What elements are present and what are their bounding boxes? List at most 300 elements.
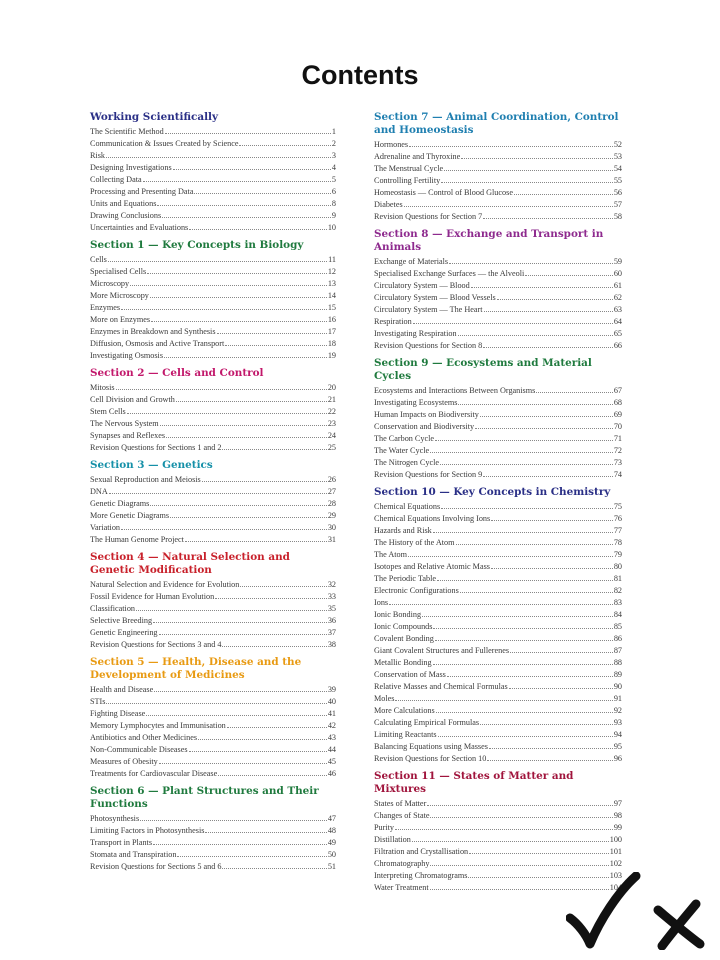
toc-entry [90, 161, 336, 173]
dot-leader [106, 695, 326, 704]
dot-leader [109, 485, 327, 494]
toc-section [90, 239, 336, 361]
entry-title: Enzymes [90, 303, 121, 312]
section-title: Section 4 — Natural Selection and Genetic Modification [90, 551, 290, 576]
toc-entry [374, 138, 622, 150]
entry-title: Fighting Disease [90, 709, 146, 718]
page-number: 55 [613, 176, 622, 185]
dot-leader [136, 602, 327, 611]
entry-title: Covalent Bonding [374, 634, 434, 643]
entry-title: Revision Questions for Section 7 [374, 212, 483, 221]
toc-entry [90, 485, 336, 497]
page-number: 9 [331, 211, 336, 220]
toc-section [90, 367, 336, 453]
dot-leader [160, 417, 327, 426]
toc-entry [374, 620, 622, 632]
page-number: 95 [613, 742, 622, 751]
page-number: 18 [327, 339, 336, 348]
toc-section [90, 111, 336, 233]
entry-title: Circulatory System — Blood Vessels [374, 293, 496, 302]
page-number: 80 [613, 562, 622, 571]
page-number: 65 [613, 329, 622, 338]
dot-leader [456, 536, 613, 545]
entry-title: The Water Cycle [374, 446, 430, 455]
entry-title: More Genetic Diagrams [90, 511, 170, 520]
entry-title: Revision Questions for Sections 1 and 2 [90, 443, 222, 452]
toc-section [90, 459, 336, 545]
dot-leader [106, 149, 331, 158]
page-number: 2 [331, 139, 336, 148]
entry-title: States of Matter [374, 799, 427, 808]
toc-entry [374, 833, 622, 845]
toc-entry [90, 253, 336, 265]
dot-leader [433, 656, 613, 665]
entry-title: Synapses and Reflexes [90, 431, 166, 440]
toc-entry [374, 680, 622, 692]
page-number: 100 [609, 835, 622, 844]
toc-entry [374, 267, 622, 279]
page-number: 73 [613, 458, 622, 467]
page-number: 50 [327, 850, 336, 859]
entry-title: More Microscopy [90, 291, 149, 300]
section-title: Section 6 — Plant Structures and Their Functions [90, 785, 319, 810]
toc-entry [90, 533, 336, 545]
entry-title: Filtration and Crystallisation [374, 847, 469, 856]
page-number: 84 [613, 610, 622, 619]
page-number: 32 [327, 580, 336, 589]
page-number: 62 [613, 293, 622, 302]
dot-leader [121, 521, 327, 530]
page-number: 38 [327, 640, 336, 649]
page-number: 22 [327, 407, 336, 416]
toc-entry [90, 767, 336, 779]
toc-entry [90, 221, 336, 233]
entry-title: Conservation and Biodiversity [374, 422, 475, 431]
dot-leader [497, 291, 613, 300]
entry-title: Measures of Obesity [90, 757, 158, 766]
dot-leader [164, 349, 327, 358]
dot-leader [536, 384, 613, 393]
toc-entry [374, 512, 622, 524]
dot-leader [489, 740, 613, 749]
page-number: 92 [613, 706, 622, 715]
entry-title: Ecosystems and Interactions Between Organisms [374, 386, 536, 395]
dot-leader [422, 608, 613, 617]
page-number: 56 [613, 188, 622, 197]
toc-entry [374, 668, 622, 680]
page-number: 89 [613, 670, 622, 679]
entry-title: Specialised Cells [90, 267, 147, 276]
toc-entry [374, 444, 622, 456]
toc-entry [90, 848, 336, 860]
page-number: 85 [613, 622, 622, 631]
page-number: 1 [331, 127, 336, 136]
entry-title: Cell Division and Growth [90, 395, 175, 404]
dot-leader [447, 668, 613, 677]
toc-entry [374, 198, 622, 210]
dot-leader [127, 405, 327, 414]
toc-entry [374, 584, 622, 596]
toc-entry [374, 857, 622, 869]
dot-leader [215, 590, 327, 599]
toc-entry [90, 125, 336, 137]
toc-entry [374, 644, 622, 656]
dot-leader [433, 620, 612, 629]
page-number: 66 [613, 341, 622, 350]
entry-title: Circulatory System — The Heart [374, 305, 483, 314]
dot-leader [153, 836, 327, 845]
section-title: Working Scientifically [90, 111, 219, 123]
dot-leader [159, 626, 327, 635]
page-number: 6 [331, 187, 336, 196]
toc-entry [374, 632, 622, 644]
dot-leader [198, 731, 327, 740]
page-number: 57 [613, 200, 622, 209]
page-number: 74 [613, 470, 622, 479]
page-number: 31 [327, 535, 336, 544]
toc-entry [90, 313, 336, 325]
toc-entry [374, 456, 622, 468]
page-number: 8 [331, 199, 336, 208]
entry-title: Antibiotics and Other Medicines [90, 733, 198, 742]
entry-title: Limiting Reactants [374, 730, 437, 739]
page-number: 45 [327, 757, 336, 766]
toc-entry [374, 327, 622, 339]
page-number: 86 [613, 634, 622, 643]
toc-entry [90, 393, 336, 405]
dot-leader [147, 265, 327, 274]
toc-entry [90, 578, 336, 590]
entry-title: Specialised Exchange Surfaces — the Alveoli [374, 269, 525, 278]
toc-section [374, 228, 622, 351]
page-number: 102 [609, 859, 622, 868]
dot-leader [480, 716, 613, 725]
page-number: 70 [613, 422, 622, 431]
page-number: 69 [613, 410, 622, 419]
page-number: 54 [613, 164, 622, 173]
dot-leader [222, 638, 326, 647]
toc-right-column [374, 111, 622, 899]
entry-title: Diffusion, Osmosis and Active Transport [90, 339, 225, 348]
page-number: 47 [327, 814, 336, 823]
page-number: 79 [613, 550, 622, 559]
dot-leader [225, 337, 327, 346]
page-number: 53 [613, 152, 622, 161]
page-number: 60 [613, 269, 622, 278]
entry-title: Photosynthesis [90, 814, 140, 823]
entry-title: Diabetes [374, 200, 403, 209]
page-number: 81 [613, 574, 622, 583]
entry-title: Relative Masses and Chemical Formulas [374, 682, 508, 691]
page-number: 93 [613, 718, 622, 727]
toc-entry [90, 521, 336, 533]
toc-entry [374, 752, 622, 764]
dot-leader [438, 728, 613, 737]
page-number: 83 [613, 598, 622, 607]
dot-leader [430, 444, 613, 453]
page-number: 61 [613, 281, 622, 290]
dot-leader [217, 325, 327, 334]
toc-entry [90, 289, 336, 301]
entry-title: Microscopy [90, 279, 130, 288]
entry-title: Revision Questions for Sections 5 and 6 [90, 862, 222, 871]
toc-entry [90, 590, 336, 602]
toc-entry [374, 339, 622, 351]
dot-leader [435, 432, 613, 441]
toc-entry [90, 743, 336, 755]
dot-leader [461, 150, 613, 159]
entry-title: Exchange of Materials [374, 257, 449, 266]
page-number: 30 [327, 523, 336, 532]
entry-title: Memory Lymphocytes and Immunisation [90, 721, 226, 730]
dot-leader [491, 560, 613, 569]
dot-leader [480, 408, 613, 417]
toc-entry [90, 812, 336, 824]
entry-title: Genetic Diagrams [90, 499, 150, 508]
toc-entry [90, 473, 336, 485]
dot-leader [222, 441, 326, 450]
toc-left-column [90, 111, 336, 878]
section-title: Section 7 — Animal Coordination, Control and Homeostasis [374, 111, 619, 136]
dot-leader [514, 186, 613, 195]
toc-entry [90, 405, 336, 417]
check-icon [570, 876, 636, 944]
entry-title: Enzymes in Breakdown and Synthesis [90, 327, 216, 336]
toc-entry [374, 210, 622, 222]
toc-entry [90, 301, 336, 313]
toc-entry [374, 396, 622, 408]
dot-leader [525, 267, 613, 276]
page-number: 41 [327, 709, 336, 718]
entry-title: Drawing Conclusions [90, 211, 162, 220]
page-number: 77 [613, 526, 622, 535]
dot-leader [189, 221, 327, 230]
entry-title: More on Enzymes [90, 315, 151, 324]
entry-title: Risk [90, 151, 106, 160]
page-number: 37 [327, 628, 336, 637]
toc-entry [90, 173, 336, 185]
page-number: 26 [327, 475, 336, 484]
entry-title: Investigating Respiration [374, 329, 457, 338]
entry-title: Metallic Bonding [374, 658, 432, 667]
entry-title: Investigating Ecosystems [374, 398, 458, 407]
dot-leader [460, 584, 613, 593]
dot-leader [458, 327, 613, 336]
dot-leader [491, 512, 613, 521]
toc-entry [90, 695, 336, 707]
dot-leader [427, 797, 613, 806]
entry-title: Revision Questions for Section 10 [374, 754, 487, 763]
page-number: 46 [327, 769, 336, 778]
page-number: 104 [609, 883, 622, 892]
toc-entry [374, 845, 622, 857]
toc-entry [374, 186, 622, 198]
dot-leader [483, 210, 613, 219]
toc-section [374, 357, 622, 480]
page-number: 25 [327, 443, 336, 452]
page-number: 78 [613, 538, 622, 547]
toc-entry [374, 797, 622, 809]
toc-entry [374, 408, 622, 420]
dot-leader [162, 209, 331, 218]
entry-title: The Scientific Method [90, 127, 164, 136]
section-title: Section 9 — Ecosystems and Material Cycles [374, 357, 592, 382]
toc-entry [90, 149, 336, 161]
entry-title: Isotopes and Relative Atomic Mass [374, 562, 490, 571]
entry-title: The Periodic Table [374, 574, 437, 583]
entry-title: STIs [90, 697, 106, 706]
toc-entry [374, 315, 622, 327]
dot-leader [194, 185, 330, 194]
dot-leader [121, 301, 327, 310]
dot-leader [440, 456, 613, 465]
page-number: 21 [327, 395, 336, 404]
page-number: 44 [327, 745, 336, 754]
dot-leader [154, 683, 327, 692]
entry-title: DNA [90, 487, 108, 496]
entry-title: The Menstrual Cycle [374, 164, 444, 173]
toc-entry [90, 731, 336, 743]
dot-leader [469, 845, 609, 854]
page-number: 11 [328, 255, 336, 264]
entry-title: More Calculations [374, 706, 435, 715]
page-number: 42 [327, 721, 336, 730]
page-number: 15 [327, 303, 336, 312]
entry-title: Controlling Fertility [374, 176, 441, 185]
entry-title: Calculating Empirical Formulas [374, 718, 480, 727]
page-number: 12 [327, 267, 336, 276]
dot-leader [449, 255, 613, 264]
page-number: 91 [613, 694, 622, 703]
toc-entry [374, 468, 622, 480]
entry-title: The Carbon Cycle [374, 434, 435, 443]
check-cross-marks [566, 872, 706, 950]
dot-leader [395, 821, 613, 830]
section-title: Section 10 — Key Concepts in Chemistry [374, 486, 611, 498]
entry-title: Revision Questions for Sections 3 and 4 [90, 640, 222, 649]
toc-entry [374, 291, 622, 303]
page-number: 16 [327, 315, 336, 324]
page-title: Contents [301, 60, 419, 90]
toc-entry [90, 197, 336, 209]
dot-leader [509, 680, 613, 689]
page-number: 58 [613, 212, 622, 221]
page-number: 27 [327, 487, 336, 496]
entry-title: The History of the Atom [374, 538, 455, 547]
toc-entry [90, 325, 336, 337]
entry-title: Giant Covalent Structures and Fullerenes [374, 646, 510, 655]
toc-section [90, 551, 336, 650]
section-title: Section 5 — Health, Disease and the Development of Medicines [90, 656, 302, 681]
dot-leader [227, 719, 327, 728]
dot-leader [189, 743, 327, 752]
toc-entry [374, 740, 622, 752]
toc-entry [374, 524, 622, 536]
dot-leader [173, 161, 331, 170]
toc-entry [90, 824, 336, 836]
entry-title: Communication & Issues Created by Science [90, 139, 239, 148]
cross-icon [658, 904, 700, 946]
entry-title: Mitosis [90, 383, 115, 392]
page-number: 68 [613, 398, 622, 407]
toc-entry [374, 420, 622, 432]
dot-leader [413, 315, 613, 324]
toc-entry [90, 707, 336, 719]
toc-entry [90, 441, 336, 453]
page-number: 82 [613, 586, 622, 595]
page-number: 88 [613, 658, 622, 667]
page-number: 3 [331, 151, 336, 160]
section-title: Section 8 — Exchange and Transport in Animals [374, 228, 604, 253]
dot-leader [240, 578, 326, 587]
entry-title: Treatments for Cardiovascular Disease [90, 769, 218, 778]
toc-entry [90, 497, 336, 509]
entry-title: Genetic Engineering [90, 628, 158, 637]
entry-title: Changes of State [374, 811, 430, 820]
page-number: 98 [613, 811, 622, 820]
dot-leader [239, 137, 330, 146]
entry-title: Human Impacts on Biodiversity [374, 410, 479, 419]
page-number: 33 [327, 592, 336, 601]
toc-entry [374, 432, 622, 444]
dot-leader [108, 253, 327, 262]
toc-entry [374, 716, 622, 728]
entry-title: Classification [90, 604, 136, 613]
dot-leader [151, 313, 327, 322]
page-number: 35 [327, 604, 336, 613]
entry-title: Variation [90, 523, 121, 532]
entry-title: Adrenaline and Thyroxine [374, 152, 461, 161]
toc-entry [90, 602, 336, 614]
dot-leader [165, 125, 331, 134]
entry-title: The Atom [374, 550, 407, 559]
entry-title: Distillation [374, 835, 411, 844]
dot-leader [430, 857, 608, 866]
dot-leader [430, 809, 612, 818]
entry-title: Balancing Equations using Masses [374, 742, 488, 751]
page-number: 49 [327, 838, 336, 847]
page-number: 96 [613, 754, 622, 763]
entry-title: Chemical Equations [374, 502, 441, 511]
page-number: 63 [613, 305, 622, 314]
page-number: 23 [327, 419, 336, 428]
dot-leader [483, 339, 613, 348]
toc-entry [374, 536, 622, 548]
dot-leader [130, 277, 327, 286]
page-number: 13 [327, 279, 336, 288]
dot-leader [487, 752, 612, 761]
toc-entry [90, 381, 336, 393]
toc-entry [374, 162, 622, 174]
section-title: Section 2 — Cells and Control [90, 367, 264, 379]
dot-leader [140, 812, 327, 821]
toc-entry [90, 860, 336, 872]
toc-entry [90, 209, 336, 221]
toc-entry [90, 277, 336, 289]
toc-entry [374, 704, 622, 716]
page-number: 51 [327, 862, 336, 871]
page-number: 90 [613, 682, 622, 691]
entry-title: Respiration [374, 317, 412, 326]
page-number: 48 [327, 826, 336, 835]
dot-leader [510, 644, 613, 653]
page-number: 52 [613, 140, 622, 149]
dot-leader [436, 704, 613, 713]
page-number: 40 [327, 697, 336, 706]
entry-title: Water Treatment [374, 883, 429, 892]
dot-leader [157, 197, 331, 206]
toc-entry [90, 265, 336, 277]
